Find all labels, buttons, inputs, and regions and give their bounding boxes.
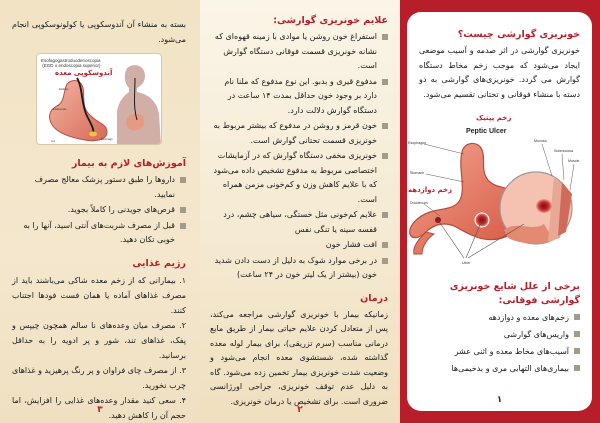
list-item: در برخی موارد شوک به دلیل از دست دادن شدید خون (بیشتر از یک لیتر خون در ۲۴ ساعت) — [210, 254, 388, 283]
panel-2 — [200, 0, 400, 423]
peptic-ulcer-fa-label: زخم پپتیک — [476, 114, 512, 122]
stomach-ulcer-icon — [404, 120, 580, 270]
bullet-square-icon — [574, 365, 580, 371]
bullet-square-icon — [180, 177, 186, 183]
list-item: افت فشار خون — [210, 238, 388, 253]
svg-text:Endoscopio: Endoscopio — [53, 108, 67, 111]
list-item: قرص‌های جویدنی را کاملاً بجوید. — [12, 203, 186, 218]
list-item: بیماری‌های التهابی مری و بدخیمی‌ها — [419, 361, 580, 376]
causes-heading: برخی از علل شایع خونریزی گوارشی فوقانی: — [449, 281, 580, 306]
list-item: قبل از مصرف شربت‌های آنتی اسید، آنها را به خوبی تکان دهید. — [12, 219, 186, 248]
list-item: ۳. از مصرف چای فراوان و پر رنگ پرهیزید و غذاهای چرب نخورید. — [12, 365, 186, 390]
bullet-square-icon — [180, 207, 186, 213]
endoscopy-fa-label: آندوسکوپی معده — [55, 69, 113, 77]
list-item: خون قرمز و روشن در مدفوع که بیشتر مربوط به خونریزی قسمت تحتانی گوارش است. — [210, 119, 388, 148]
bullet-square-icon — [382, 212, 388, 218]
bullet-square-icon — [574, 348, 580, 354]
list-item: ۲. مصرف میان وعده‌های نا سالم همچون چیپس و پفک، غذاهای تند، شور و پر ادویه را به حداقل برسانید. — [12, 320, 186, 360]
panel-3-intro: بسته به منشاء آن آندوسکوپی یا کولونوسکوپی انجام می‌شود. — [12, 20, 186, 44]
bullet-square-icon — [382, 153, 388, 159]
causes-list — [419, 310, 580, 376]
list-item: زخم‌های معده و دوازدهه — [419, 310, 580, 325]
svg-text:Ulcer: Ulcer — [462, 261, 471, 265]
education-list — [12, 173, 186, 248]
svg-text:Mucosa: Mucosa — [534, 139, 547, 143]
bullet-square-icon — [382, 34, 388, 40]
list-item: استفراغ خون روشن یا موادی با زمینه قهوه‌ای که نشانه خونریزی قسمت فوقانی دستگاه گوارش است. — [210, 30, 388, 74]
svg-text:Esophagus: Esophagus — [408, 141, 426, 145]
bullet-square-icon — [382, 79, 388, 85]
panel-1-intro: خونریزی گوارشی در اثر صدمه و آسیب موضعی ایجاد می‌شود که موجب زخم مخاط دستگاه گوارش می گردد. خونریزی‌های گوارشی به دو دسته با منشاء فوقانی و تحتانی تقسیم می‌شود. — [419, 46, 580, 99]
list-item: مدفوع قیری و بدبو. این نوع مدفوع که ملنا نام دارد بر وجود خون حداقل بمدت ۱۴ ساعت در دستگاه گوارش دلالت دارد. — [210, 75, 388, 119]
bullet-square-icon — [180, 223, 186, 229]
diet-list — [12, 273, 186, 423]
svg-text:Esófago: Esófago — [59, 88, 69, 91]
list-item: ۱. بیمارانی که از زخم معده شاکی می‌باشند باید از مصرف غذاهای آماده یا همان فست فودها اجتناب کنند. — [12, 275, 186, 315]
panel-1 — [400, 0, 600, 423]
page-number: ۳ — [97, 405, 103, 415]
list-item: داروها را طبق دستور پزشک معالج مصرف نمایید. — [12, 173, 186, 202]
page-number: ۲ — [297, 405, 303, 415]
page-number: ۱ — [496, 395, 503, 405]
svg-text:Submucosa: Submucosa — [554, 149, 573, 153]
bullet-square-icon — [574, 331, 580, 337]
spacer — [210, 284, 388, 292]
list-item: آسیب‌های مخاط معده و اثنی عشر — [419, 344, 580, 359]
spacer — [12, 249, 186, 257]
symptoms-list — [210, 30, 388, 283]
svg-text:Estómago: Estómago — [101, 138, 113, 141]
peptic-ulcer-illustration — [404, 114, 580, 270]
education-heading: آموزش‌های لازم به بیمار — [71, 158, 186, 169]
symptoms-heading: علایم خونریزی گوارشی: — [273, 15, 388, 26]
svg-text:Duodenum: Duodenum — [410, 201, 428, 205]
bullet-square-icon — [574, 314, 580, 320]
svg-text:Stomach: Stomach — [410, 171, 425, 175]
list-item: خونریزی مخفی دستگاه گوارش که در آزمایشات اختصاصی مربوط به مدفوع تشخیص داده می‌شود که با علایم کاهش وزن و کم‌خونی مزمن همراه است. — [210, 149, 388, 207]
bullet-square-icon — [382, 258, 388, 264]
treatment-text: زمانیکه بیمار با خونریزی گوارشی مراجعه می‌کند، پس از متعادل کردن علایم حیاتی بیمار از طریق مایع درمانی مناسب (سرم تزریقی)، برای بیمار لوله معده گذاشته شده، شستشوی معده انجام می‌شود و وضعیت شدت خونریزی بیمار تخمین زده می‌شود. گاه به دلیل عدم توقف خونریزی، جراحی اورژانسی ضروری است. برای تشخیص یا درمان خونریزی. — [210, 309, 388, 406]
bullet-square-icon — [382, 242, 388, 248]
svg-text:Luz: Luz — [51, 140, 56, 143]
panel-1-title: خونریزی گوارشی چیست؟ — [457, 29, 580, 40]
list-item: ۴. سعی کنید مقدار وعده‌های غذایی را افزایش، اما حجم آن را کاهش دهید. — [12, 395, 186, 420]
list-item: علایم کم‌خونی مثل خستگی، سیاهی چشم، درد قفسه سینه یا تنگی نفس — [210, 208, 388, 237]
treatment-heading: درمان — [360, 292, 388, 304]
diet-heading: رژیم غذایی — [132, 257, 186, 269]
panel-1-card — [407, 12, 592, 411]
list-item: واریس‌های گوارشی — [419, 327, 580, 342]
duodenal-ulcer-fa-label: زخم دوازدهه — [408, 186, 453, 194]
endoscopy-caption: Esofagogastroduodenoscopia (EGD o endoscopia superior) — [41, 58, 101, 68]
peptic-ulcer-en-label: Peptic Ulcer — [466, 128, 507, 135]
bullet-square-icon — [382, 123, 388, 129]
panel-3 — [0, 0, 200, 423]
endoscopy-illustration — [36, 53, 162, 145]
svg-text:Muscle: Muscle — [568, 159, 580, 163]
